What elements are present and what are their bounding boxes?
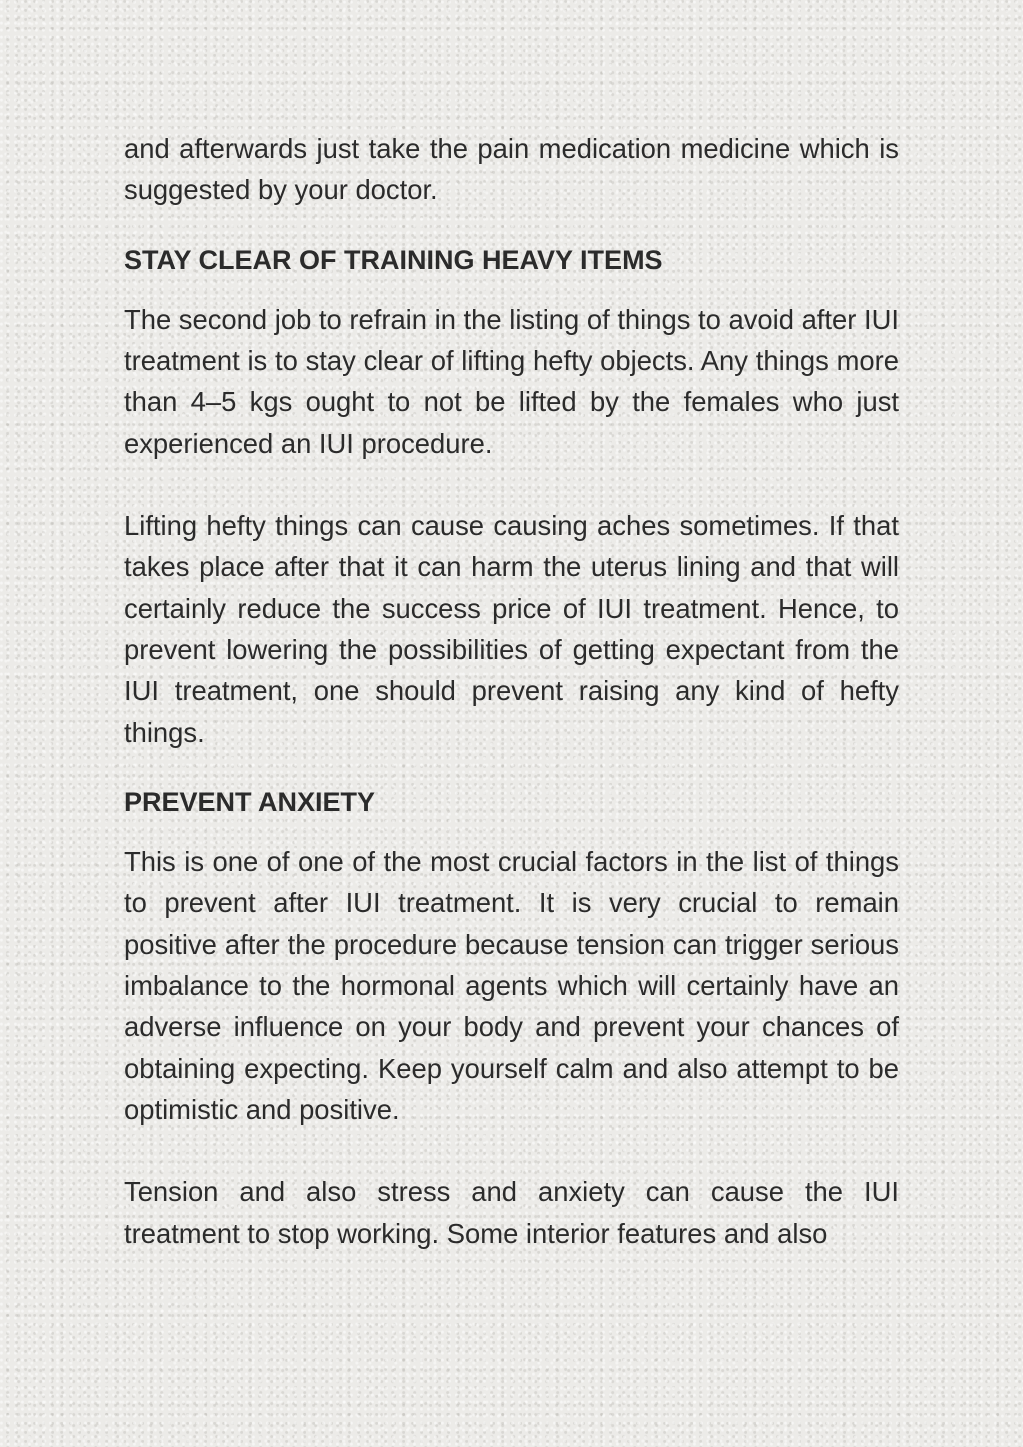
- heading-prevent-anxiety: PREVENT ANXIETY: [124, 786, 376, 817]
- paragraph-tension-stress: Tension and also stress and anxiety can cause the IUI treatment to stop working. Some interior features and also: [124, 1176, 899, 1249]
- paragraph-pain-medication: and afterwards just take the pain medication medicine which is suggested by your doctor.: [124, 133, 899, 206]
- paragraph-second-job: The second job to refrain in the listing of things to avoid after IUI treatment is to stay clear of lifting hefty objects. Any things more than 4–5 kgs ought to not be lifted by the females who just experienced an IUI procedure.: [124, 303, 899, 459]
- document-page: [124, 128, 899, 1254]
- paragraph-lifting-hefty: Lifting hefty things can cause causing aches sometimes. If that takes place after that it can harm the uterus lining and that will certainly reduce the success price of IUI treatment. Hence, to prevent lowering the possibilities of getting expectant from the IUI treatment, one should prevent raising any kind of hefty things.: [124, 510, 899, 748]
- paragraph-crucial-factors: This is one of one of the most crucial factors in the list of things to prevent after IUI treatment. It is very crucial to remain positive after the procedure because tension can trigger serious imbalance to the hormonal agents which will certainly have an adverse influence on your body and prevent your chances of obtaining expecting. Keep yourself calm and also attempt to be optimistic and positive.: [124, 846, 899, 1125]
- heading-heavy-items: STAY CLEAR OF TRAINING HEAVY ITEMS: [124, 244, 663, 275]
